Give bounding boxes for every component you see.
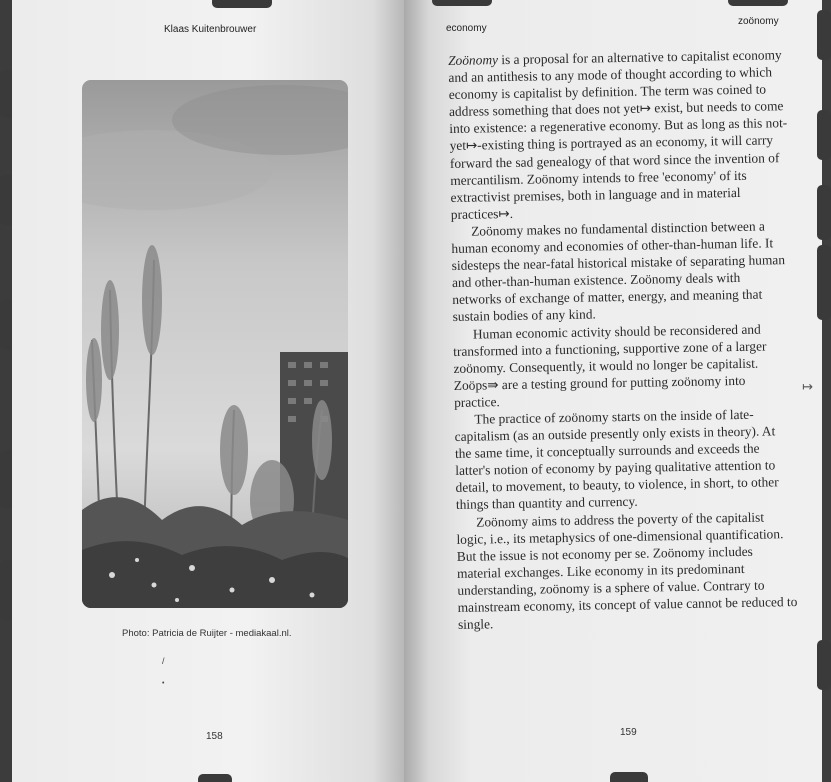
top-tab xyxy=(728,0,788,6)
body-text xyxy=(448,46,798,633)
top-tab xyxy=(212,0,272,8)
index-tab xyxy=(817,245,831,320)
entry-term: Zoönomy xyxy=(448,52,499,68)
page-number-right: 159 xyxy=(620,727,637,738)
stray-mark: / xyxy=(162,656,165,666)
paragraph: Zoönomy aims to address the poverty of the capitalist logic, i.e., its metaphysics of one-dimensional quantification. But the issue is not economy per se. Zoönomy includes material exchanges. Like economy in its predominant understanding, zoönomy is a sphere of value. Contrary to mainstream economy, its concept of value cannot be reduced to single. xyxy=(456,509,798,633)
index-tab xyxy=(817,640,831,690)
photo xyxy=(82,80,348,608)
index-tab xyxy=(817,10,831,60)
paragraph: Zoönomy makes no fundamental distinction between a human economy and economies of other-than-human life. It sidesteps the near-fatal historical mistake of separating human and other-than-human existence. Zoönomy deals with networks of exchange of matter, energy, and meaning that sustain bodies of any kind. xyxy=(451,218,786,325)
photo-caption: Photo: Patricia de Ruijter - mediakaal.nl. xyxy=(122,628,292,639)
stray-mark: • xyxy=(162,680,165,687)
running-header-author: Klaas Kuitenbrouwer xyxy=(164,24,257,35)
right-page xyxy=(404,0,822,782)
running-header-entry: zoönomy xyxy=(738,16,779,27)
bottom-tab xyxy=(610,772,648,782)
index-tab xyxy=(817,185,831,240)
paragraph: Human economic activity should be reconsidered and transformed into a functioning, supportive zone of a larger zoönomy. Consequently, it would no longer be capitalist. Zoöps⇛ are a testing ground for putting zoönomy into practice. xyxy=(453,321,767,410)
photo-image xyxy=(82,80,348,608)
top-tab xyxy=(432,0,492,6)
page-number-left: 158 xyxy=(206,731,223,742)
index-tab xyxy=(817,110,831,160)
bottom-tab xyxy=(198,774,232,782)
paragraph: Zoönomy is a proposal for an alternative to capitalist economy and an antithesis to any mode of thought according to which economy is capitalist by definition. The term was coined to address something that does not yet↦ exist, but needs to come into existence: a regenerative economy. But as long as this not-yet↦-existing thing is portrayed as an economy, it will carry forward the sad genealogy of that word since the invention of mercantilism. Zoönomy intends to free 'economy' of its extractivist premises, both in language and in material practices↦. xyxy=(448,47,788,222)
paragraph: The practice of zoönomy starts on the inside of late-capitalism (as an outside presently only exists in theory). At the same time, it conceptually surrounds and exceeds the latter's notion of economy by paying qualitative attention to detail, to movement, to beauty, to violence, in short, to other things than quantity and currency. xyxy=(454,406,779,513)
left-page xyxy=(12,0,404,782)
running-header-section: economy xyxy=(446,23,487,34)
margin-arrow-icon: ↦ xyxy=(802,380,813,395)
